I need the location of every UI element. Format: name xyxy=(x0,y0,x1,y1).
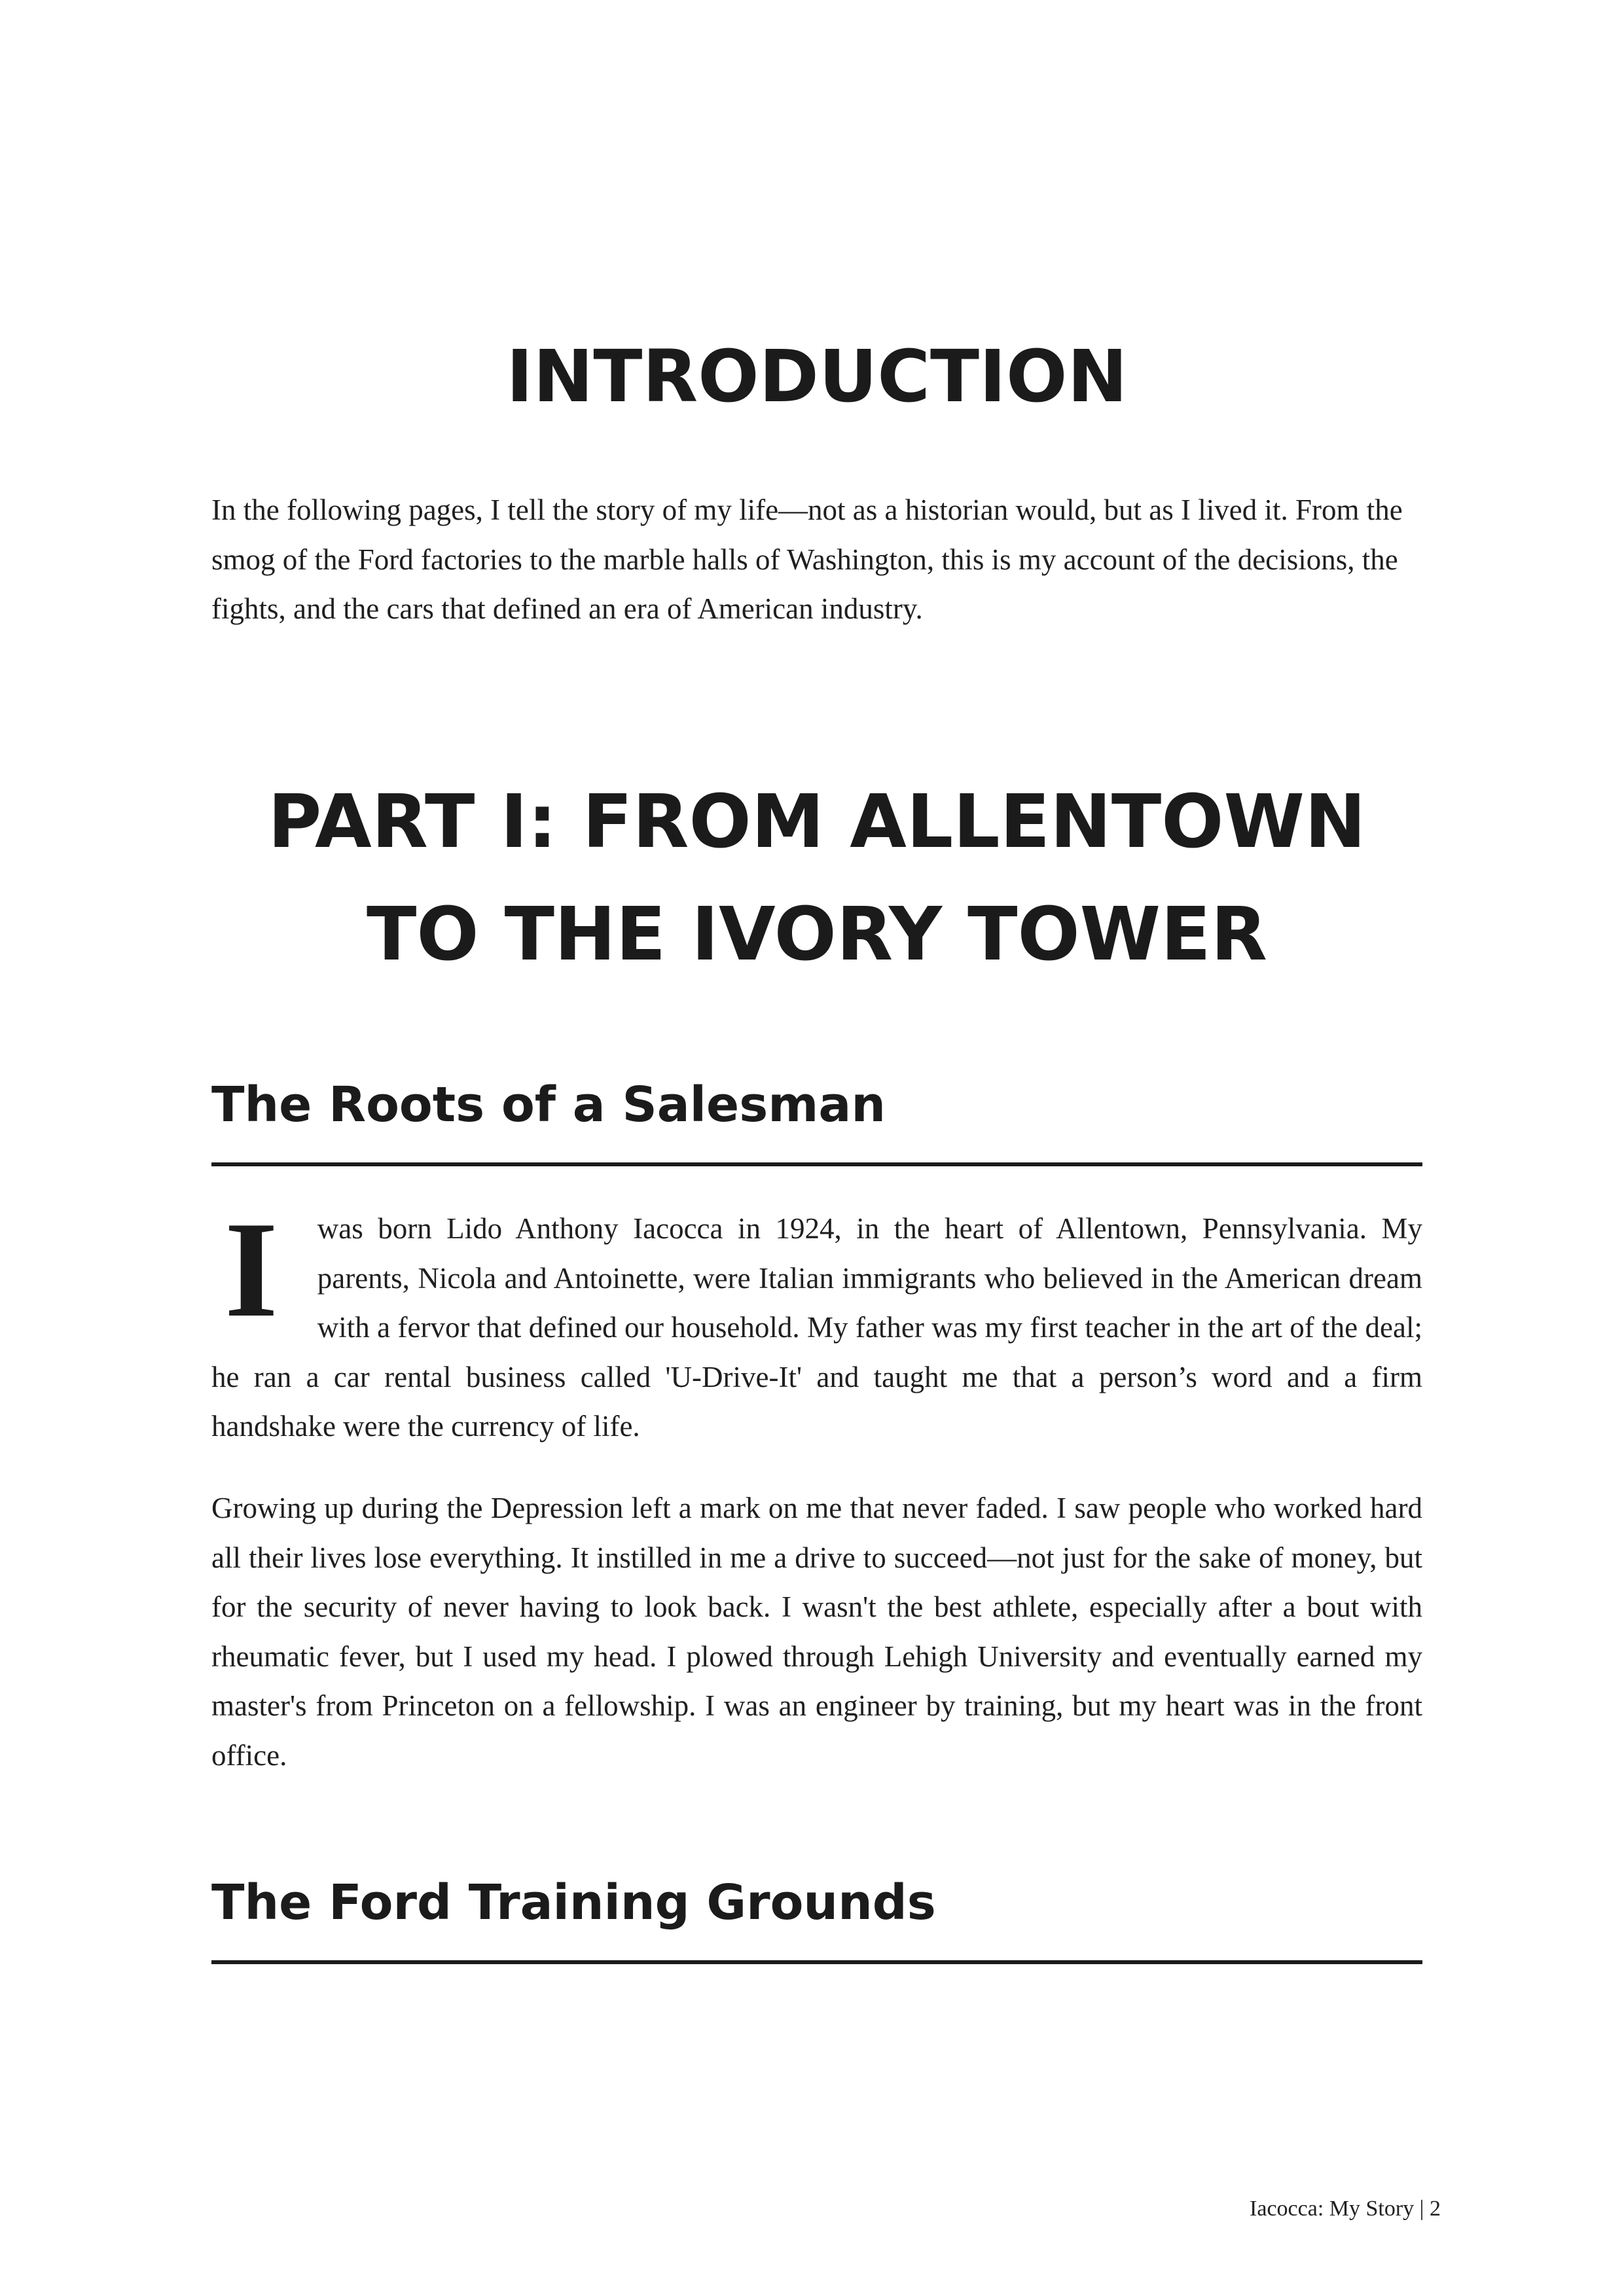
part-heading xyxy=(211,766,1422,991)
introduction-heading: INTRODUCTION xyxy=(506,334,1128,418)
section-heading-ford: The Ford Training Grounds xyxy=(211,1870,1422,1964)
section-paragraph-1 xyxy=(211,1194,1422,1452)
drop-cap: I xyxy=(225,1194,278,1346)
section-paragraph-1-text: was born Lido Anthony Iacocca in 1924, in the heart of Allentown, Pennsylvania. My parents, Nicola and Antoinette, were Italian immigrants who believed in the American dream with a fervor that defined our household. My father was my first teacher in the art of the deal; he ran a car rental business called 'U-Drive-It' and taught me that a person’s word and a firm handshake were the currency of life. xyxy=(211,1212,1422,1443)
part-heading-line-1: PART I: FROM ALLENTOWN xyxy=(268,780,1366,865)
introduction-paragraph: In the following pages, I tell the story of my life—not as a historian would, but as I lived it. From the smog of the Ford factories to the marble halls of Washington, this is my account of the decisions, the fights, and the cars that defined an era of American industry. xyxy=(211,493,1403,625)
section-paragraph-2: Growing up during the Depression left a mark on me that never faded. I saw people who worked hard all their lives lose everything. It instilled in me a drive to succeed—not just for the sake of money, but for the security of never having to look back. I wasn't the best athlete, especially after a bout with rheumatic fever, but I used my head. I plowed through Lehigh University and eventually earned my master's from Princeton on a fellowship. I was an engineer by training, but my heart was in the front office. xyxy=(211,1492,1422,1772)
section-heading-roots: The Roots of a Salesman xyxy=(211,1072,1422,1166)
page-footer: Iacocca: My Story | 2 xyxy=(1250,2197,1441,2221)
part-heading-line-2: TO THE IVORY TOWER xyxy=(367,892,1267,977)
